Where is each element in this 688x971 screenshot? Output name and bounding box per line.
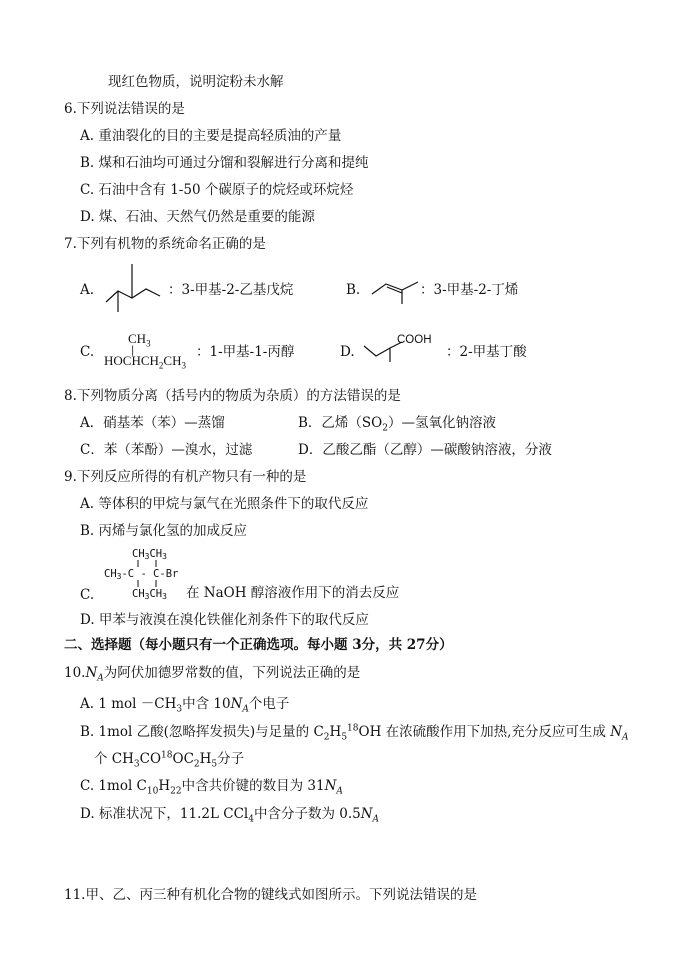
q10-stem: $10.N_A$为阿伏加德罗常数的值，下列说法正确的是 bbox=[64, 665, 361, 684]
q9-stem: 9.下列反应所得的有机产物只有一种的是 bbox=[64, 469, 307, 485]
svg-text:CH3CH3: CH3CH3 bbox=[132, 588, 167, 600]
svg-text:CH3CH3: CH3CH3 bbox=[132, 548, 167, 561]
q9-option-d: D. 甲苯与液溴在溴化铁催化剂条件下的取代反应 bbox=[80, 612, 369, 628]
q6-option-b: B. 煤和石油均可通过分馏和裂解进行分离和提纯 bbox=[80, 155, 369, 171]
q7-c-formula: $HOCHCH_2CH_3$ bbox=[104, 353, 186, 371]
q6-stem: 6.下列说法错误的是 bbox=[64, 101, 185, 117]
q10-option-b-line1: B. 1mol 乙酸(忽略挥发损失)与足量的 $C_2H_5^{18}OH$ 在浓硫酸作用下加热,充分反应可生成 $N_A$ bbox=[80, 723, 629, 743]
section-2-heading: 二、选择题（每小题只有一个正确选项。每小题 3分，共 27分） bbox=[64, 637, 453, 653]
q8-option-a: A．硝基苯（苯）—蒸馏 bbox=[80, 415, 225, 431]
q7-d-cooh-group: COOH bbox=[397, 334, 432, 346]
q8-option-c: C．苯（苯酚）—溴水，过滤 bbox=[80, 442, 253, 458]
q9-c-bromoalkane-structure bbox=[104, 544, 188, 600]
svg-text:CH3-C - C-Br: CH3-C - C-Br bbox=[104, 568, 179, 581]
q7-option-a-name: ：3-甲基-2-乙基戊烷 bbox=[168, 282, 294, 298]
q7-c-ch3-top: $CH_3$ bbox=[128, 331, 151, 349]
q10-option-d: D. 标准状况下，11.2L CCl$_4$中含分子数为 $0.5N_A$ bbox=[80, 806, 380, 825]
q5-tail-text: 现红色物质，说明淀粉未水解 bbox=[108, 74, 284, 90]
q7-option-a-label: A. bbox=[80, 282, 95, 298]
q7-option-c-label: C. bbox=[80, 344, 95, 360]
q8-option-d: D．乙酸乙酯（乙醇）—碳酸钠溶液，分液 bbox=[298, 442, 552, 458]
q7-option-d-name: ：2-甲基丁酸 bbox=[446, 344, 527, 360]
q10-option-a: A. 1 mol $-CH_3$中含 $10N_A$个电子 bbox=[80, 696, 290, 715]
q11-stem: 11.甲、乙、丙三种有机化合物的键线式如图所示。下列说法错误的是 bbox=[64, 887, 477, 903]
q7-option-c-name: ：1-甲基-1-丙醇 bbox=[196, 344, 295, 360]
q7-a-skeletal-structure bbox=[102, 258, 172, 316]
q9-option-c-text: 在 NaOH 醇溶液作用下的消去反应 bbox=[186, 585, 400, 601]
q9-option-b: B. 丙烯与氯化氢的加成反应 bbox=[80, 523, 248, 539]
q6-option-d: D. 煤、石油、天然气仍然是重要的能源 bbox=[80, 209, 315, 225]
q7-option-d-label: D. bbox=[340, 344, 355, 360]
q7-option-b-name: ：3-甲基-2-丁烯 bbox=[420, 282, 519, 298]
q7-option-b-label: B. bbox=[346, 282, 361, 298]
q8-stem: 8.下列物质分离（括号内的物质为杂质）的方法错误的是 bbox=[64, 388, 401, 404]
q6-option-c: C. 石油中含有 1-50 个碳原子的烷烃或环烷烃 bbox=[80, 182, 354, 198]
q7-c-bond: | bbox=[131, 345, 135, 356]
q10-option-c: C. 1mol $C_{10}H_{22}$中含共价键的数目为 $31N_A$ bbox=[80, 778, 343, 797]
q9-option-a: A. 等体积的甲烷与氯气在光照条件下的取代反应 bbox=[80, 496, 369, 512]
q9-option-c-label: C. bbox=[80, 587, 95, 603]
q10-option-b-line2: 个 $CH_3CO^{18}OC_2H_5$分子 bbox=[94, 750, 245, 770]
q7-b-skeletal-structure bbox=[368, 270, 424, 304]
q7-stem: 7.下列有机物的系统命名正确的是 bbox=[64, 236, 266, 252]
q8-option-b: B．乙烯$(SO_2)—$氢氧化钠溶液 bbox=[298, 415, 496, 434]
q6-option-a: A. 重油裂化的目的主要是提高轻质油的产量 bbox=[80, 128, 342, 144]
